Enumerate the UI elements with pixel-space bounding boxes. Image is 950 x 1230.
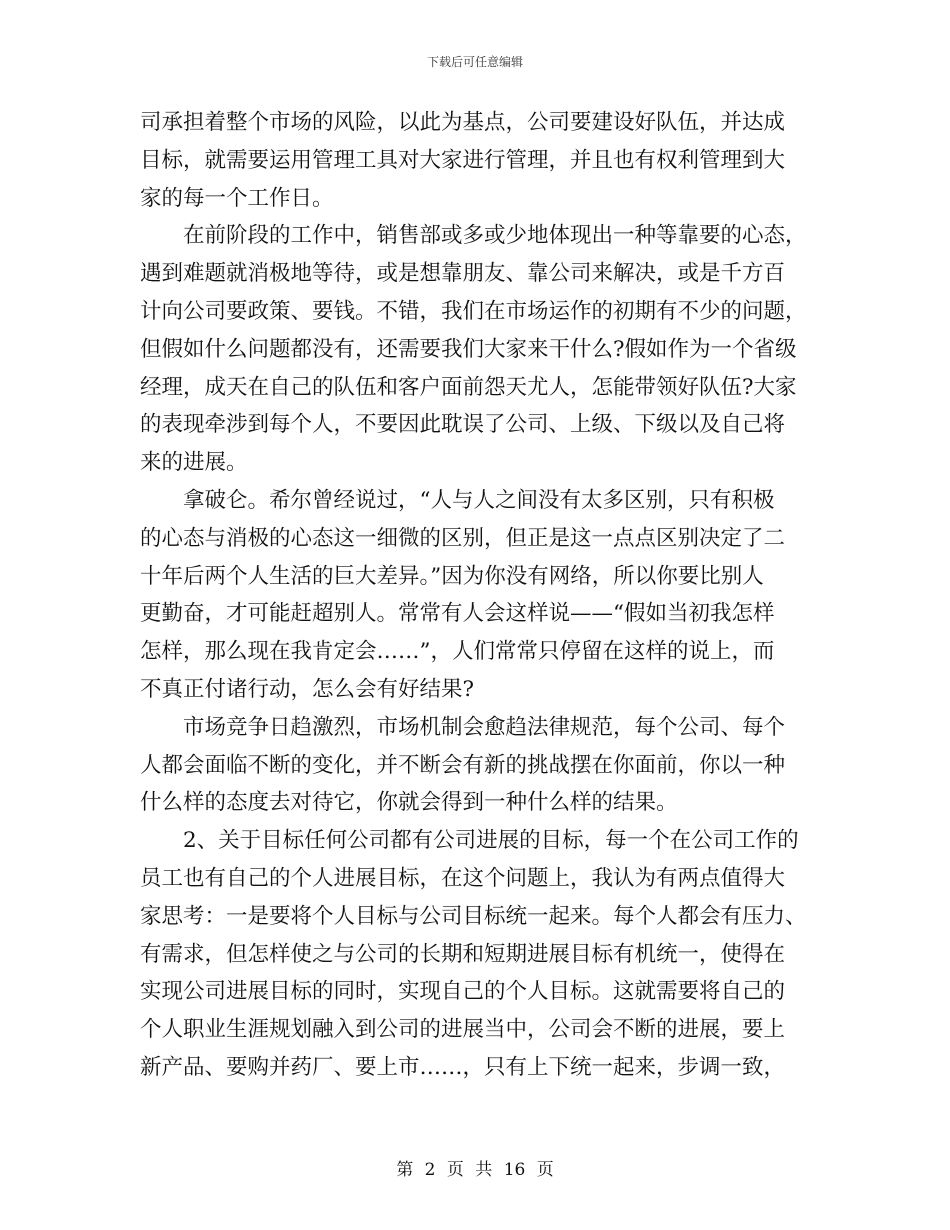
text-line: 的表现牵涉到每个人，不要因此耽误了公司、上级、下级以及自己将 — [140, 412, 786, 438]
text-line: 新产品、要购并药厂、要上市……，只有上下统一起来，步调一致， — [140, 1054, 786, 1080]
text-line: 经理，成天在自己的队伍和客户面前怨天尤人，怎能带领好队伍?大家 — [140, 374, 797, 400]
document-body — [140, 104, 810, 1087]
page-number-footer: 第 2 页 共 16 页 — [396, 1160, 554, 1180]
text-line: 市场竞争日趋激烈，市场机制会愈趋法律规范，每个公司、每个 — [140, 714, 786, 740]
text-line: 遇到难题就消极地等待，或是想靠朋友、靠公司来解决，或是千方百 — [140, 261, 786, 287]
text-line: 的心态与消极的心态这一细微的区别，但正是这一点点区别决定了二 — [140, 525, 786, 551]
text-line: 2、关于目标任何公司都有公司进展的目标，每一个在公司工作的 — [140, 828, 799, 854]
text-line: 目标，就需要运用管理工具对大家进行管理，并且也有权利管理到大 — [140, 147, 786, 173]
text-line: 个人职业生涯规划融入到公司的进展当中，公司会不断的进展，要上 — [140, 1017, 786, 1043]
text-line: 但假如什么问题都没有，还需要我们大家来干什么?假如作为一个省级 — [140, 336, 797, 362]
text-line: 来的进展。 — [140, 450, 248, 476]
text-line: 不真正付诸行动，怎么会有好结果? — [140, 676, 475, 702]
text-line: 有需求，但怎样使之与公司的长期和短期进展目标有机统一，使得在 — [140, 941, 786, 967]
text-line: 员工也有自己的个人进展目标，在这个问题上，我认为有两点值得大 — [140, 865, 786, 891]
text-line: 怎样，那么现在我肯定会……”，人们常常只停留在这样的说上，而 — [140, 639, 775, 665]
text-line: 实现公司进展目标的同时，实现自己的个人目标。这就需要将自己的 — [140, 979, 786, 1005]
text-line: 在前阶段的工作中，销售部或多或少地体现出一种等靠要的心态， — [140, 223, 807, 249]
text-line: 司承担着整个市场的风险，以此为基点，公司要建设好队伍，并达成 — [140, 110, 786, 135]
page-header: 下载后可任意编辑 — [426, 55, 523, 69]
text-line: 人都会面临不断的变化，并不断会有新的挑战摆在你面前，你以一种 — [140, 752, 786, 778]
text-line: 更勤奋，才可能赶超别人。常常有人会这样说——“假如当初我怎样 — [140, 601, 775, 627]
text-line: 十年后两个人生活的巨大差异。”因为你没有网络，所以你要比别人 — [140, 563, 764, 589]
text-line: 家思考：一是要将个人目标与公司目标统一起来。每个人都会有压力、 — [140, 903, 807, 929]
text-line: 计向公司要政策、要钱。不错，我们在市场运作的初期有不少的问题， — [140, 298, 807, 324]
text-line: 拿破仑。希尔曾经说过，“人与人之间没有太多区别，只有积极 — [140, 487, 775, 513]
text-line: 家的每一个工作日。 — [140, 185, 334, 211]
text-line: 什么样的态度去对待它，你就会得到一种什么样的结果。 — [140, 790, 678, 816]
